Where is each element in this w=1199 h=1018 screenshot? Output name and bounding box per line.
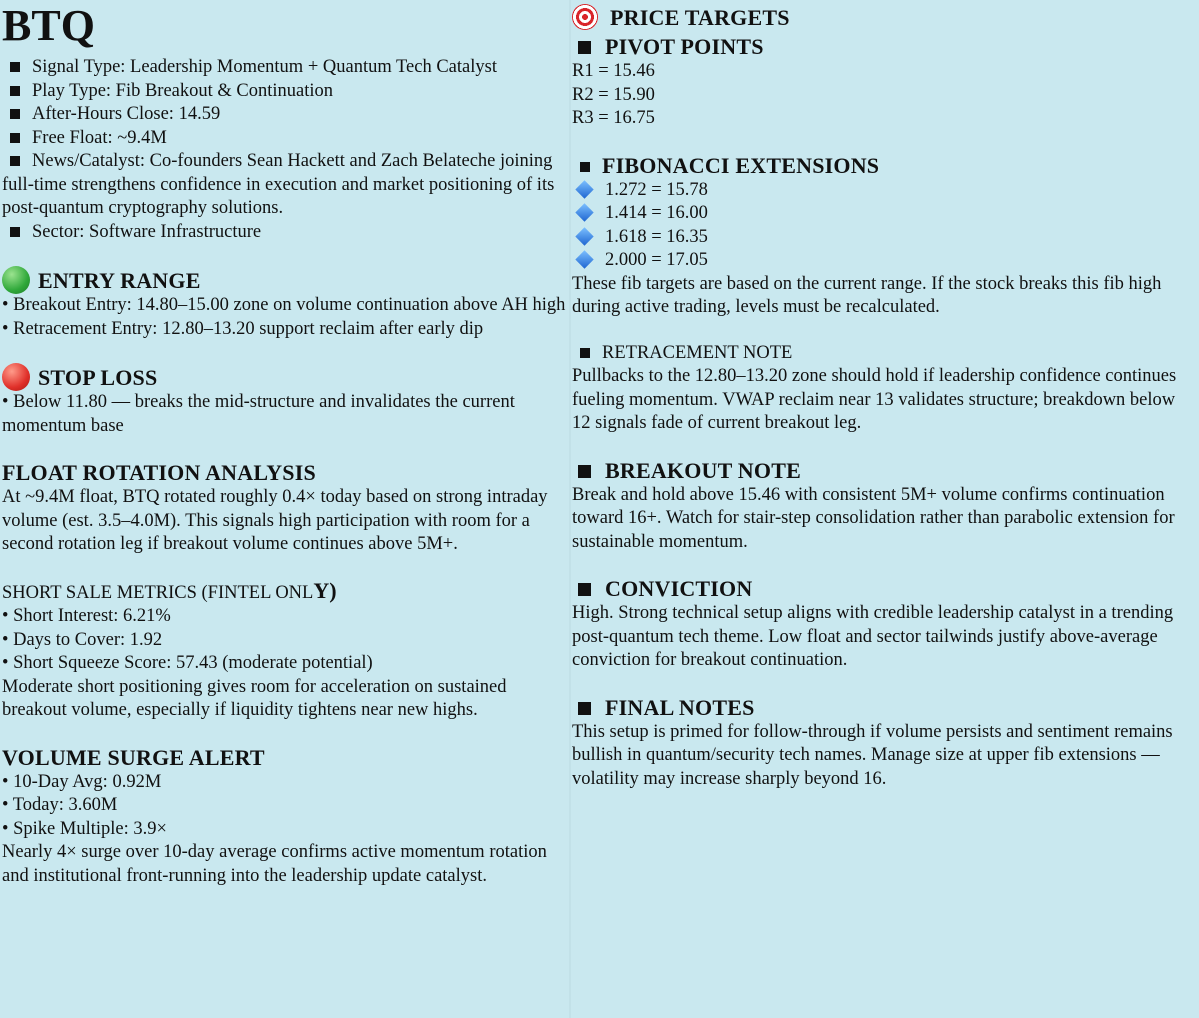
short-sale-line: • Days to Cover: 1.92	[2, 629, 163, 650]
volume-line: • Spike Multiple: 3.9×	[2, 818, 167, 839]
pivot-line: R1 = 15.46	[572, 61, 655, 81]
square-bullet-icon	[580, 162, 590, 172]
square-bullet-icon	[10, 109, 20, 119]
volume-line: • 10-Day Avg: 0.92M	[2, 771, 162, 792]
pivot-line: R2 = 15.90	[572, 84, 655, 105]
blue-diamond-icon	[575, 227, 593, 245]
volume-line: • Today: 3.60M	[2, 795, 118, 815]
red-circle-icon	[2, 363, 30, 391]
overview-item: Free Float: ~9.4M	[2, 127, 568, 151]
square-bullet-icon	[10, 227, 20, 237]
section-paragraph: Nearly 4× surge over 10-day average confirms active momentum rotation and institutional front-running into the leadership update catalyst.	[2, 842, 547, 886]
square-bullet-icon	[580, 348, 590, 358]
overview-list	[2, 56, 568, 244]
overview-item: After-Hours Close: 14.59	[2, 103, 568, 127]
stop-loss-section	[2, 363, 568, 438]
square-bullet-icon	[578, 583, 591, 596]
overview-item: News/Catalyst: Co-founders Sean Hackett and Zach Belateche joining full-time strengthens confidence in execution and market positioning of its post-quantum cryptography solutions.	[2, 151, 555, 218]
square-bullet-icon	[578, 41, 591, 54]
overview-item: Sector: Software Infrastructure	[2, 221, 568, 245]
square-bullet-icon	[578, 465, 591, 478]
fib-level: 1.272 = 15.78	[572, 179, 1196, 203]
section-heading: PIVOT POINTS	[572, 34, 1196, 60]
section-paragraph: Moderate short positioning gives room for acceleration on sustained breakout volume, especially if liquidity tightens near new highs.	[2, 676, 507, 720]
section-heading: STOP LOSS	[2, 363, 568, 391]
section-heading: FLOAT ROTATION ANALYSIS	[2, 460, 316, 485]
section-heading: SHORT SALE METRICS (FINTEL ONLY)	[2, 577, 337, 603]
overview-item: Signal Type: Leadership Momentum + Quantum Tech Catalyst	[2, 56, 568, 80]
entry-range-section	[2, 266, 568, 341]
square-bullet-icon	[10, 156, 20, 166]
section-heading: VOLUME SURGE ALERT	[2, 744, 265, 770]
overview-item: Play Type: Fib Breakout & Continuation	[2, 80, 568, 104]
section-paragraph: High. Strong technical setup aligns with credible leadership catalyst in a trending post-quantum tech theme. Low float and sector tailwinds justify above-average conviction for breakout continuation.	[572, 603, 1174, 670]
blue-diamond-icon	[575, 180, 593, 198]
square-bullet-icon	[10, 62, 20, 72]
breakout-note-section	[572, 458, 1196, 555]
section-heading: ENTRY RANGE	[2, 266, 568, 294]
section-paragraph: This setup is primed for follow-through if volume persists and sentiment remains bullish in quantum/security tech names. Manage size at upper fib extensions — volatility may increase sharply beyond 16.	[572, 721, 1173, 789]
volume-surge-section	[2, 745, 568, 889]
float-rotation-section	[2, 460, 568, 557]
target-icon	[572, 4, 598, 30]
square-bullet-icon	[578, 702, 591, 715]
section-paragraph: At ~9.4M float, BTQ rotated roughly 0.4× today based on strong intraday volume (est. 3.5–4.0M). This signals high participation with room for a second rotation leg if breakout volume continues above 5M+.	[2, 487, 548, 554]
stop-loss-line: • Below 11.80 — breaks the mid-structure and invalidates the current momentum base	[2, 392, 515, 436]
fib-level: 2.000 = 17.05	[572, 249, 1196, 273]
section-paragraph: Break and hold above 15.46 with consistent 5M+ volume confirms continuation toward 16+. Watch for stair-step consolidation rather than parabolic extension for sustainable momentum.	[572, 484, 1175, 552]
section-heading: RETRACEMENT NOTE	[572, 342, 1196, 366]
final-notes-section	[572, 695, 1196, 792]
conviction-section	[572, 576, 1196, 673]
section-heading: PRICE TARGETS	[572, 4, 1196, 31]
blue-diamond-icon	[575, 204, 593, 222]
entry-line: • Retracement Entry: 12.80–13.20 support reclaim after early dip	[2, 318, 484, 339]
left-column	[2, 0, 568, 888]
fib-level: 1.618 = 16.35	[572, 226, 1196, 250]
section-heading: CONVICTION	[572, 576, 1196, 602]
short-sale-section	[2, 579, 568, 723]
section-paragraph: Pullbacks to the 12.80–13.20 zone should hold if leadership confidence continues fueling momentum. VWAP reclaim near 13 validates structure; breakdown below 12 signals fade of current breakout leg.	[572, 366, 1177, 433]
short-sale-line: • Short Interest: 6.21%	[2, 606, 171, 626]
short-sale-line: • Short Squeeze Score: 57.43 (moderate potential)	[2, 653, 373, 673]
pivot-line: R3 = 16.75	[572, 108, 655, 128]
section-heading: BREAKOUT NOTE	[572, 458, 1196, 484]
retracement-note-section	[572, 342, 1196, 436]
square-bullet-icon	[10, 133, 20, 143]
section-heading: FIBONACCI EXTENSIONS	[572, 153, 1196, 179]
ticker-title: BTQ	[2, 1, 95, 50]
fibonacci-section	[572, 153, 1196, 320]
right-column	[572, 0, 1196, 791]
square-bullet-icon	[10, 86, 20, 96]
section-heading: FINAL NOTES	[572, 695, 1196, 721]
entry-line: • Breakout Entry: 14.80–15.00 zone on volume continuation above AH high	[2, 295, 566, 315]
green-circle-icon	[2, 266, 30, 294]
section-paragraph: These fib targets are based on the current range. If the stock breaks this fib high during active trading, levels must be recalculated.	[572, 273, 1162, 317]
fib-level: 1.414 = 16.00	[572, 202, 1196, 226]
column-divider	[569, 0, 571, 1018]
blue-diamond-icon	[575, 251, 593, 269]
